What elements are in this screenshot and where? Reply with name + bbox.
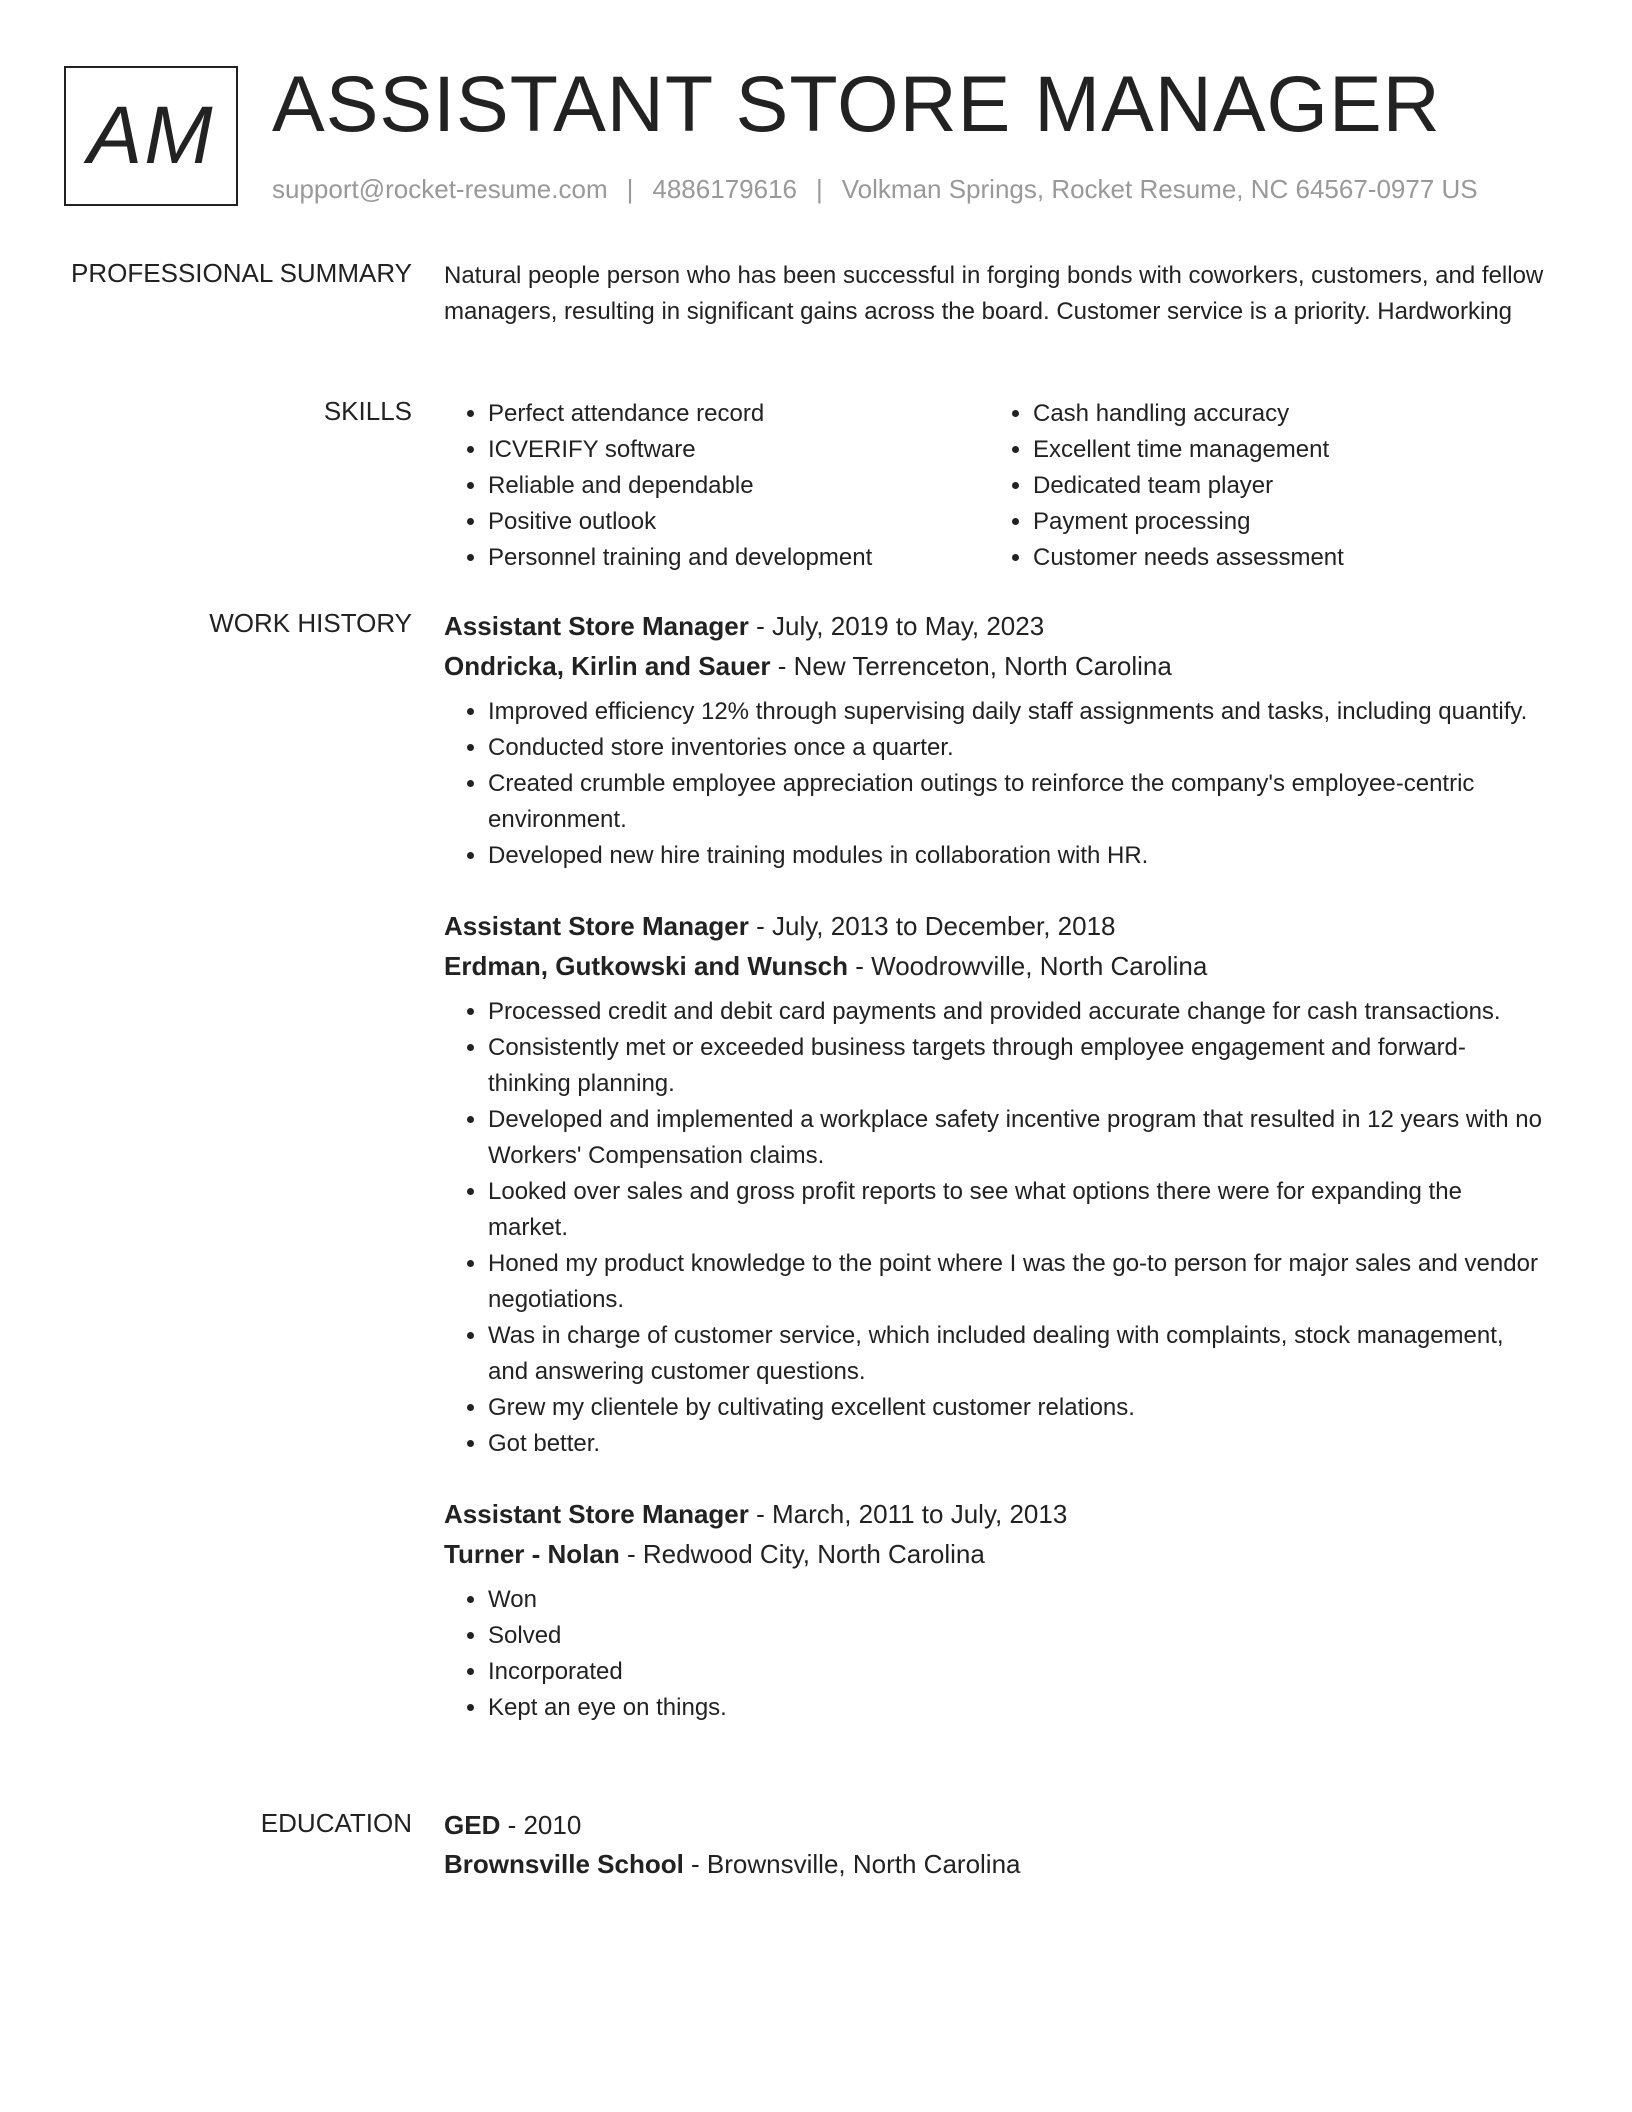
skill-item: • Reliable and dependable [488, 468, 988, 504]
skills-list-right [989, 396, 1533, 576]
job-bullet: • Developed new hire training modules in collaboration with HR. [488, 838, 1544, 874]
job-dates: - July, 2019 to May, 2023 [748, 611, 1045, 641]
job-bullets [444, 1582, 1544, 1726]
job-title-line [444, 606, 1544, 646]
resume-name: ASSISTANT STORE MANAGER [272, 59, 1441, 148]
skill-item: • Customer needs assessment [1033, 540, 1533, 576]
skill-item: • Positive outlook [488, 504, 988, 540]
job-company-line [444, 1534, 1544, 1574]
education-label: EDUCATION [260, 1808, 412, 1838]
job-dates: - July, 2013 to December, 2018 [748, 911, 1116, 941]
job-bullet: • Conducted store inventories once a quarter. [488, 730, 1544, 766]
job-bullet: • Was in charge of customer service, which included dealing with complaints, stock management, and answering customer questions. [488, 1318, 1544, 1390]
job-title: Assistant Store Manager [444, 1499, 749, 1529]
job-company-line [444, 646, 1544, 686]
job-bullet: • Incorporated [488, 1654, 1544, 1690]
work-history-label: WORK HISTORY [209, 608, 412, 638]
job-company: Turner - Nolan [444, 1539, 620, 1569]
job-title: Assistant Store Manager [444, 911, 749, 941]
contact-email: support@rocket-resume.com [272, 174, 608, 204]
contact-line [272, 174, 1478, 205]
skill-item: • Payment processing [1033, 504, 1533, 540]
job-bullet: • Created crumble employee appreciation outings to reinforce the company's employee-centric environment. [488, 766, 1544, 838]
job-company: Erdman, Gutkowski and Wunsch [444, 951, 849, 981]
skill-item: • Excellent time management [1033, 432, 1533, 468]
education-location: - Brownsville, North Carolina [683, 1849, 1021, 1879]
job-entry [444, 606, 1544, 874]
job-dates: - March, 2011 to July, 2013 [748, 1499, 1068, 1529]
job-bullet: • Processed credit and debit card payments and provided accurate change for cash transactions. [488, 994, 1544, 1030]
skills-list-left [444, 396, 988, 576]
education-school-line [444, 1845, 1544, 1884]
contact-separator: | [816, 174, 823, 204]
contact-separator: | [626, 174, 634, 204]
job-bullet: • Kept an eye on things. [488, 1690, 1544, 1726]
skill-item: • Personnel training and development [488, 540, 988, 576]
job-bullet: • Got better. [488, 1426, 1544, 1462]
job-bullets [444, 694, 1544, 874]
job-location: - Redwood City, North Carolina [619, 1539, 985, 1569]
job-entry [444, 906, 1544, 1462]
job-bullet: • Developed and implemented a workplace safety incentive program that resulted in 12 years with no Workers' Compensation claims. [488, 1102, 1544, 1174]
skills-section [444, 396, 1544, 576]
job-title-line [444, 906, 1544, 946]
job-bullet: • Looked over sales and gross profit reports to see what options there were for expanding the market. [488, 1174, 1544, 1246]
job-bullet: • Honed my product knowledge to the point where I was the go-to person for major sales and vendor negotiations. [488, 1246, 1544, 1318]
contact-phone: 4886179616 [652, 174, 797, 204]
work-history-section [444, 606, 1544, 1758]
education-year: - 2010 [500, 1810, 582, 1840]
skill-item: • Dedicated team player [1033, 468, 1533, 504]
job-bullet: • Solved [488, 1618, 1544, 1654]
job-company: Ondricka, Kirlin and Sauer [444, 651, 771, 681]
skill-item: • Perfect attendance record [488, 396, 988, 432]
summary-text: Natural people person who has been successful in forging bonds with coworkers, customers, and fellow managers, resulting in significant gains across the board. Customer service is a priority. Hardworking [444, 262, 1544, 325]
education-school: Brownsville School [444, 1849, 684, 1879]
skills-label: SKILLS [323, 396, 412, 426]
education-degree: GED [444, 1810, 501, 1840]
contact-address: Volkman Springs, Rocket Resume, NC 64567-0977 US [841, 174, 1478, 204]
job-bullet: • Won [488, 1582, 1544, 1618]
skill-item: • Cash handling accuracy [1033, 396, 1533, 432]
job-entry [444, 1494, 1544, 1726]
job-bullet: • Consistently met or exceeded business targets through employee engagement and forward-thinking planning. [488, 1030, 1544, 1102]
job-company-line [444, 946, 1544, 986]
job-location: - Woodrowville, North Carolina [848, 951, 1208, 981]
education-section [444, 1806, 1544, 1884]
job-title: Assistant Store Manager [444, 611, 749, 641]
job-location: - New Terrenceton, North Carolina [770, 651, 1172, 681]
job-bullet: • Grew my clientele by cultivating excellent customer relations. [488, 1390, 1544, 1426]
job-bullets [444, 994, 1544, 1462]
monogram-initials: AM [87, 90, 215, 181]
education-degree-line [444, 1806, 1544, 1845]
job-bullet: • Improved efficiency 12% through supervising daily staff assignments and tasks, including quantify. [488, 694, 1544, 730]
skill-item: • ICVERIFY software [488, 432, 988, 468]
job-title-line [444, 1494, 1544, 1534]
monogram-box [64, 66, 238, 206]
summary-label: PROFESSIONAL SUMMARY [71, 258, 412, 288]
